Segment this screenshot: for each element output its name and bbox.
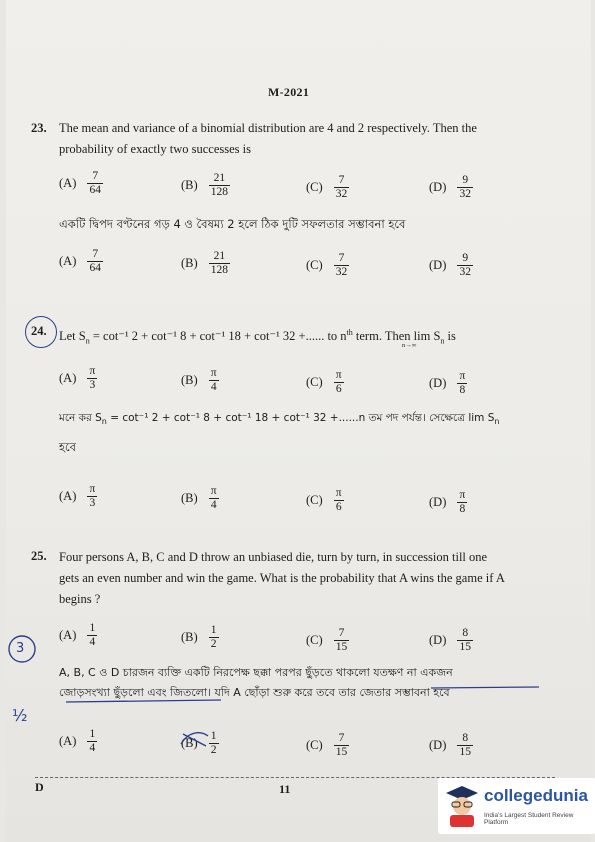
q23-bn-option-b[interactable]: (B) $\frac{21}{128}$ [181, 250, 229, 276]
q24-limit-subscript: n→∞ [402, 342, 417, 349]
q25-option-c[interactable]: (C) $\frac{7}{15}$ [306, 627, 348, 653]
logo-brand-text: collegedunia [484, 786, 588, 805]
fraction: $\frac{\pi}{4}$ [210, 485, 217, 511]
q25-number: 25. [31, 549, 47, 563]
fraction: $\frac{21}{128}$ [210, 250, 229, 276]
q25-text [59, 547, 569, 610]
fraction: $\frac{9}{32}$ [459, 174, 471, 200]
q23-bn-option-d[interactable]: (D) $\frac{9}{32}$ [429, 252, 471, 278]
fraction: $\frac{\pi}{6}$ [335, 487, 342, 513]
fraction: $\frac{9}{32}$ [459, 252, 471, 278]
q25-bn-option-d[interactable]: (D) $\frac{8}{15}$ [429, 732, 471, 758]
q23-option-b[interactable]: (B) $\frac{21}{128}$ [181, 172, 229, 198]
q25-bn-option-a[interactable]: (A) $\frac{1}{4}$ [59, 728, 96, 754]
q24-number: 24. [31, 324, 47, 338]
q24-option-a[interactable]: (A) $\frac{\pi}{3}$ [59, 365, 96, 391]
fraction: $\frac{1}{2}$ [210, 730, 217, 756]
q24-option-c[interactable]: (C) $\frac{\pi}{6}$ [306, 369, 342, 395]
fraction: $\frac{1}{2}$ [210, 624, 217, 650]
fraction: $\frac{\pi}{3}$ [89, 483, 96, 509]
fraction: $\frac{7}{15}$ [335, 732, 348, 758]
q25-bn-option-c[interactable]: (C) $\frac{7}{15}$ [306, 732, 348, 758]
q23-text-line1: The mean and variance of a binomial distribution are 4 and 2 respectively. Then the [59, 121, 477, 135]
q24-bn-option-c[interactable]: (C) $\frac{\pi}{6}$ [306, 487, 342, 513]
q24-option-b[interactable]: (B) $\frac{\pi}{4}$ [181, 367, 217, 393]
q23-option-d[interactable]: (D) $\frac{9}{32}$ [429, 174, 471, 200]
q24-bn-option-a[interactable]: (A) $\frac{\pi}{3}$ [59, 483, 96, 509]
fraction: $\frac{7}{32}$ [335, 252, 348, 278]
margin-mark-number: 3 [16, 641, 25, 656]
fraction: $\frac{8}{15}$ [459, 732, 471, 758]
q23-text-line2: probability of exactly two successes is [59, 142, 251, 156]
fraction: $\frac{1}{4}$ [89, 622, 96, 648]
q23-bengali-text: একটি দ্বিপদ বণ্টনের গড় 4 ও বৈষম্য 2 হলে ঠিক দুটি সফলতার সম্ভাবনা হবে [59, 217, 406, 231]
page-number: 11 [279, 782, 291, 796]
q24-bn-option-b[interactable]: (B) $\frac{\pi}{4}$ [181, 485, 217, 511]
q23-text [59, 118, 559, 160]
q25-option-a[interactable]: (A) $\frac{1}{4}$ [59, 622, 96, 648]
q24-bengali-text: মনে কর $S_n = \cot^{-1}$ 2 + cot⁻¹ 8 + cot⁻¹ 18 + cot⁻¹ 32 +......n তম পদ পর্যন্ত। সেক্ষেত্রে $\lim S_n$ [59, 412, 500, 427]
paper-code-header: M-2021 [268, 85, 310, 99]
logo-tagline: India's Largest Student Review Platform [484, 812, 574, 826]
fraction: $\frac{8}{15}$ [459, 627, 471, 653]
q25-option-b[interactable]: (B) $\frac{1}{2}$ [181, 624, 217, 650]
q24-bengali-text-line2: হবে [59, 440, 77, 454]
fraction: $\frac{7}{64}$ [89, 248, 101, 274]
q25-text-line1: Four persons A, B, C and D throw an unbiased die, turn by turn, in succession till one [59, 550, 488, 564]
q25-bengali-line1: A, B, C ও D চারজন ব্যক্তি একটি নিরপেক্ষ ছক্কা পরপর ছুঁড়তে থাকলো যতক্ষণ না একজন [59, 666, 453, 679]
q23-bn-option-c[interactable]: (C) $\frac{7}{32}$ [306, 252, 348, 278]
q25-text-line2: gets an even number and win the game. What is the probability that A wins the game if A [59, 571, 505, 585]
fraction: $\frac{\pi}{6}$ [335, 369, 342, 395]
q23-bn-option-a[interactable]: (A) $\frac{7}{64}$ [59, 248, 101, 274]
footer-booklet-code: D [35, 780, 44, 794]
handwritten-scribble-mark [178, 728, 212, 750]
q25-bn-option-b[interactable]: (B) $\frac{1}{2}$ [181, 730, 217, 756]
fraction: $\frac{\pi}{4}$ [210, 367, 217, 393]
exam-page [6, 0, 591, 842]
fraction: $\frac{\pi}{8}$ [459, 370, 466, 396]
q24-bn-option-d[interactable]: (D) $\frac{\pi}{8}$ [429, 489, 466, 515]
q24-text: Let $S_n = \cot^{-1}$ 2 + cot⁻¹ 8 + cot⁻¹ 18 + cot⁻¹ 32 +...... to $n^{th}$ term. Then $\lim S_n$ is [59, 328, 456, 346]
fraction: $\frac{7}{15}$ [335, 627, 348, 653]
q23-number: 23. [31, 121, 47, 135]
handwritten-underlines [61, 678, 561, 708]
fraction: $\frac{1}{4}$ [89, 728, 96, 754]
q25-text-line3: begins ? [59, 592, 101, 606]
mascot-icon [444, 784, 480, 828]
fraction: $\frac{\pi}{8}$ [459, 489, 466, 515]
q23-option-a[interactable]: (A) $\frac{7}{64}$ [59, 170, 101, 196]
q25-option-d[interactable]: (D) $\frac{8}{15}$ [429, 627, 471, 653]
margin-fraction-mark: ½ [12, 706, 28, 725]
fraction: $\frac{\pi}{3}$ [89, 365, 96, 391]
fraction: $\frac{7}{64}$ [89, 170, 101, 196]
q24-option-d[interactable]: (D) $\frac{\pi}{8}$ [429, 370, 466, 396]
fraction: $\frac{21}{128}$ [210, 172, 229, 198]
collegedunia-logo [438, 778, 595, 834]
q25-bengali-line2: জোড়সংখ্যা ছুঁড়লো এবং জিতলো। যদি A ছোঁড়া শুরু করে তবে তার জেতার সম্ভাবনা হবে [59, 686, 450, 699]
fraction: $\frac{7}{32}$ [335, 174, 348, 200]
q23-option-c[interactable]: (C) $\frac{7}{32}$ [306, 174, 348, 200]
